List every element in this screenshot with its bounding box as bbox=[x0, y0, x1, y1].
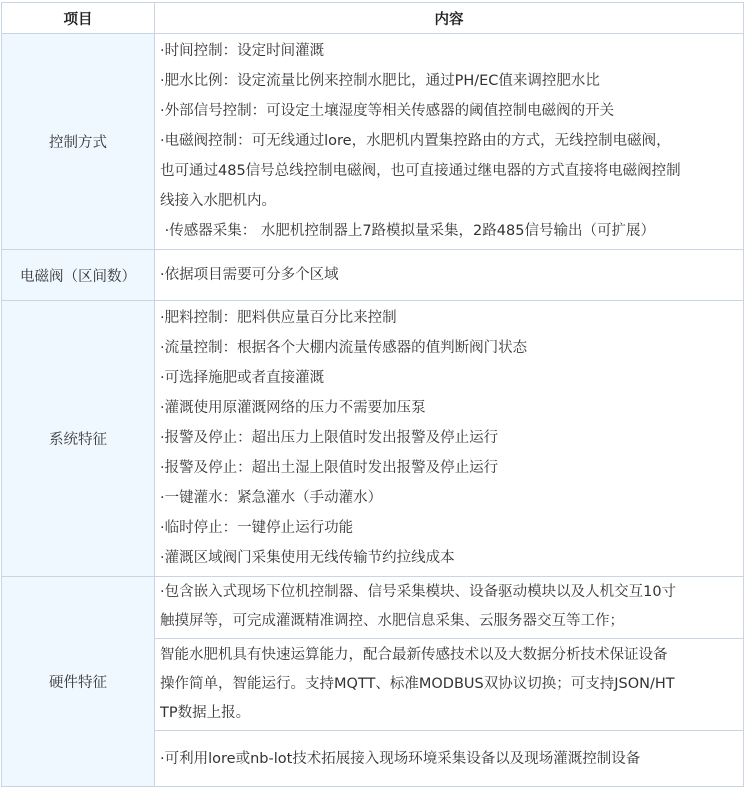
content-line: 智能水肥机具有快速运算能力，配合最新传感技术以及大数据分析技术保证设备 bbox=[160, 647, 668, 663]
content-line: ·时间控制：设定时间灌溉 bbox=[160, 43, 325, 59]
header-row bbox=[2, 3, 744, 34]
row-content-valve-zones bbox=[155, 250, 744, 301]
content-line: ·报警及停止：超出土湿上限值时发出报警及停止运行 bbox=[160, 460, 499, 476]
table-row bbox=[2, 250, 744, 301]
content-line: ·临时停止：一键停止运行功能 bbox=[160, 520, 354, 536]
content-line: TP数据上报。 bbox=[160, 705, 251, 721]
row-label-valve-zones: 电磁阀（区间数） bbox=[2, 250, 155, 301]
hardware-subblock bbox=[155, 638, 743, 730]
row-label-system-features: 系统特征 bbox=[2, 301, 155, 577]
row-label-control-mode: 控制方式 bbox=[2, 34, 155, 250]
content-line: ·电磁阀控制：可无线通过lore，水肥机内置集控路由的方式，无线控制电磁阀， bbox=[160, 133, 671, 149]
content-line: ·灌溉使用原灌溉网络的压力不需要加压泵 bbox=[160, 400, 426, 416]
row-content-system-features bbox=[155, 301, 744, 577]
content-line: 操作简单，智能运行。支持MQTT、标准MODBUS双协议切换；可支持JSON/HT bbox=[160, 676, 675, 692]
content-line: ·可利用lore或nb-lot技术拓展接入现场环境采集设备以及现场灌溉控制设备 bbox=[160, 751, 641, 767]
content-line: ·报警及停止：超出压力上限值时发出报警及停止运行 bbox=[160, 430, 499, 446]
header-item: 项目 bbox=[2, 3, 155, 34]
content-line: ·流量控制：根据各个大棚内流量传感器的值判断阀门状态 bbox=[160, 340, 528, 356]
table-row bbox=[2, 301, 744, 577]
content-line: ·外部信号控制：可设定土壤湿度等相关传感器的阈值控制电磁阀的开关 bbox=[160, 103, 615, 119]
row-label-hardware-features: 硬件特征 bbox=[2, 577, 155, 787]
content-line: ·一键灌水：紧急灌水（手动灌水） bbox=[160, 490, 383, 506]
content-line: ·包含嵌入式现场下位机控制器、信号采集模块、设备驱动模块以及人机交互10寸 bbox=[160, 584, 677, 600]
content-line: ·肥料控制：肥料供应量百分比来控制 bbox=[160, 310, 397, 326]
content-line: 触摸屏等，可完成灌溉精准调控、水肥信息采集、云服务器交互等工作； bbox=[160, 613, 624, 629]
content-line: ·依据项目需要可分多个区域 bbox=[160, 267, 339, 283]
hardware-subblock bbox=[155, 730, 743, 786]
content-line: ·传感器采集： 水肥机控制器上7路模拟量采集，2路485信号输出（可扩展） bbox=[160, 223, 655, 239]
row-content-control-mode bbox=[155, 34, 744, 250]
spec-table bbox=[1, 2, 744, 787]
content-line: ·肥水比例：设定流量比例来控制水肥比，通过PH/EC值来调控肥水比 bbox=[160, 73, 600, 89]
table-row bbox=[2, 577, 744, 787]
content-line: ·可选择施肥或者直接灌溉 bbox=[160, 370, 325, 386]
table-row bbox=[2, 34, 744, 250]
header-content: 内容 bbox=[155, 3, 744, 34]
row-content-hardware-features bbox=[155, 577, 744, 787]
content-line: 线接入水肥机内。 bbox=[160, 193, 276, 209]
content-line: 也可通过485信号总线控制电磁阀，也可直接通过继电器的方式直接将电磁阀控制 bbox=[160, 163, 681, 179]
content-line: ·灌溉区域阀门采集使用无线传输节约拉线成本 bbox=[160, 550, 455, 566]
